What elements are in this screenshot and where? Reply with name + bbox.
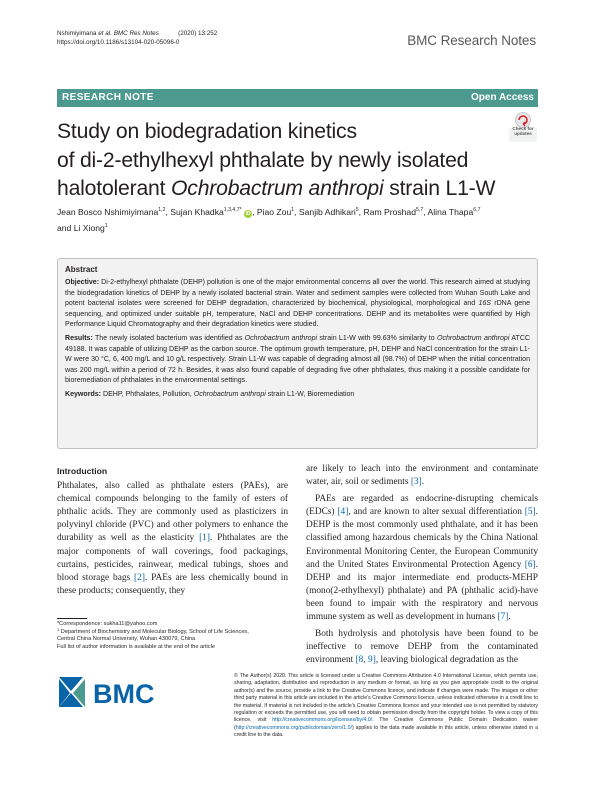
title-line-2: of di-2-ethylhexyl phthalate by newly isolated — [57, 148, 469, 172]
abstract-objective: Objective: Di-2-ethylhexyl phthalate (DEHP) pollution is one of the major environmental concerns all over the world. This research aimed at studying the biodegradation kinetics of DEHP by a newly isolated bacterial strain. Water and sediment samples were collected from Wuhan South Lake and potent bacterial isolates were screened for DEHP degradation, characterized by biochemical, physiological, morphological and 16S rDNA gene sequencing, and optimized under suitable pH, temperature, NaCl and DEHP concentrations. DEHP and its metabolites were quantified by High Performance Liquid Chromatography and their degradation kinetics were studied. — [65, 279, 530, 329]
citation-link[interactable]: [7] — [497, 612, 509, 623]
license-link[interactable]: http://creativecommons.org/licenses/by/4.0/ — [272, 717, 373, 724]
author[interactable]: Sanjib Adhikari — [298, 207, 356, 217]
body-paragraph: Both hydrolysis and photolysis have been found to be ineffective to remove DEHP from the contaminated environment [8, 9], leaving biological degradation as the — [306, 629, 538, 666]
author[interactable]: Sujan Khadka — [170, 207, 224, 217]
footnotes — [57, 621, 267, 652]
article-type-label: RESEARCH NOTE — [62, 92, 154, 103]
abstract-heading: Abstract — [65, 265, 98, 274]
public-domain-link[interactable]: http://creativecommons.org/publicdomain/zero/1.0/ — [235, 724, 352, 731]
bmc-logo-text: BMC — [93, 679, 155, 709]
license-text: © The Author(s) 2020. This article is licensed under a Creative Commons Attribution 4.0 International License, which permits use, sharing, adaptation, distribution and reproduction in any medium or format, as long as you give appropriate credit to the original author(s) and the source, provide a link to the Creative Commons licence, and indicate if changes were made. The images or other third party material in this article are included in the article's Creative Commons licence, unless indicated otherwise in a credit line to the material. If material is not included in the article's Creative Commons licence and your intended use is not permitted by statutory regulation or exceeds the permitted use, you will need to obtain permission directly from the copyright holder. To view a copy of this licence, visit http://creativecommons.org/licenses/by/4.0/. The Creative Commons Public Domain Dedication waiver (http://creativecommons.org/publicdomain/zero/1.0/) applies to the data made available in this article, unless otherwise stated in a credit line to the data. — [234, 673, 538, 739]
abstract-keywords: Keywords: DEHP, Phthalates, Pollution, Ochrobactrum anthropi strain L1-W, Bioremediation — [65, 391, 355, 399]
body-left-column — [57, 465, 288, 602]
citation-link[interactable]: [5] — [524, 507, 536, 518]
body-paragraph: PAEs are regarded as endocrine-disrupting chemicals (EDCs) [4], and are known to alter sexual differentiation [5]. DEHP is the most commonly used phthalate, and it has been classified among hazardous chemicals by the China National Environmental Monitoring Center, the European Community and the United States Environmental Protection Agency [6]. DEHP and its major intermediate end products-MEHP (mono(2-ethylhexyl) phthalate) and PA (phthalic acid)-have been found to impair with the respiratory and nervous immune system as well as development in humans [7]. — [306, 494, 538, 623]
body-paragraph: Phthalates, also called as phthalate esters (PAEs), are chemical compounds belonging to the family of esters of phthalic acids. They are commonly used as plasticizers in polyvinyl chloride (PVC) and other polymers to enhance the durability as well as the elasticity [1]. Phthalates are the major components of wall coverings, food packagings, curtains, pesticides, rainwear, medical tubings, shoes and blood storage bags [2]. PAEs are less chemically bound in these products; consequently, they — [57, 481, 288, 596]
author-list: Jean Bosco Nshimiyimana$^{1,2}$, Sujan Khadka$^{1,3,4,7*}$ iD , Piao Zou$^1$, Sanjib Adhikari$^5$, Ram Proshad$^{5,7}$, Alina Thapa$^{6,7}$ and Li Xiong$^1$ — [57, 207, 481, 233]
section-heading-introduction: Introduction — [57, 466, 108, 476]
author[interactable]: and Li Xiong — [57, 222, 105, 233]
abstract-box — [57, 258, 538, 449]
orcid-icon[interactable]: iD — [245, 211, 251, 217]
citation-link[interactable]: [4] — [337, 507, 349, 518]
article-type-banner — [57, 89, 538, 107]
footnote-divider — [57, 618, 87, 619]
check-for-updates-label: Check for updates — [512, 126, 534, 137]
correspondence-note[interactable]: *Correspondence: sukha11@yahoo.com — [57, 621, 158, 627]
body-paragraph: are likely to leach into the environment and contaminate water, air, soil or sediments [3]. — [306, 464, 538, 488]
citation-link[interactable]: [1] — [199, 533, 210, 544]
citation-line: Nshimiyimana et al. BMC Res Notes (2020) 13:252 — [57, 30, 218, 37]
body-right-column — [306, 463, 538, 671]
abstract-results: Results: The newly isolated bacterium was identified as Ochrobactrum anthropi strain L1-W with 99.63% similarity to Ochrobactrum anthropi ATCC 49188. It was capable of utilizing DEHP as the carbon source. The optimum growth temperature, pH, DEHP and NaCl concentration for the strain L1-W were 30 °C, 6, 400 mg/L and 10 g/L respectively. Strain L1-W was capable of degrading almost all (98.7%) of DEHP when the initial concentration was 200 mg/L within a period of 72 h. Besides, it was also found capable of degrading five other phthalates, thus making it a possible candidate for bioremediation of phthalates in the environmental settings. — [65, 335, 530, 385]
author-info-note: Full list of author information is available at the end of the article — [57, 643, 215, 650]
citation-link[interactable]: [8, 9] — [355, 655, 376, 666]
bmc-logo — [57, 675, 169, 709]
author[interactable]: Jean Bosco Nshimiyimana — [57, 207, 159, 217]
affiliation-note: $^1$ Department of Biochemistry and Molecular Biology, School of Life Sciences, Central China Normal University, Wuhan 430079, China — [57, 626, 249, 642]
citation-link[interactable]: [6] — [524, 559, 536, 570]
title-line-3: halotolerant Ochrobactrum anthropi strain L1-W — [57, 177, 496, 201]
open-access-label: Open Access — [471, 92, 534, 103]
author[interactable]: Alina Thapa — [427, 207, 474, 217]
article-title — [57, 118, 497, 204]
title-line-1: Study on biodegradation kinetics — [57, 120, 357, 143]
doi-link[interactable]: https://doi.org/10.1186/s13104-020-05096-0 — [57, 38, 180, 46]
journal-name: BMC Research Notes — [407, 33, 536, 48]
author[interactable]: Piao Zou — [256, 207, 292, 217]
citation-link[interactable]: [3] — [410, 477, 422, 488]
author[interactable]: Ram Proshad — [363, 207, 416, 217]
running-header — [57, 30, 217, 47]
citation-link[interactable]: [2] — [134, 572, 145, 583]
